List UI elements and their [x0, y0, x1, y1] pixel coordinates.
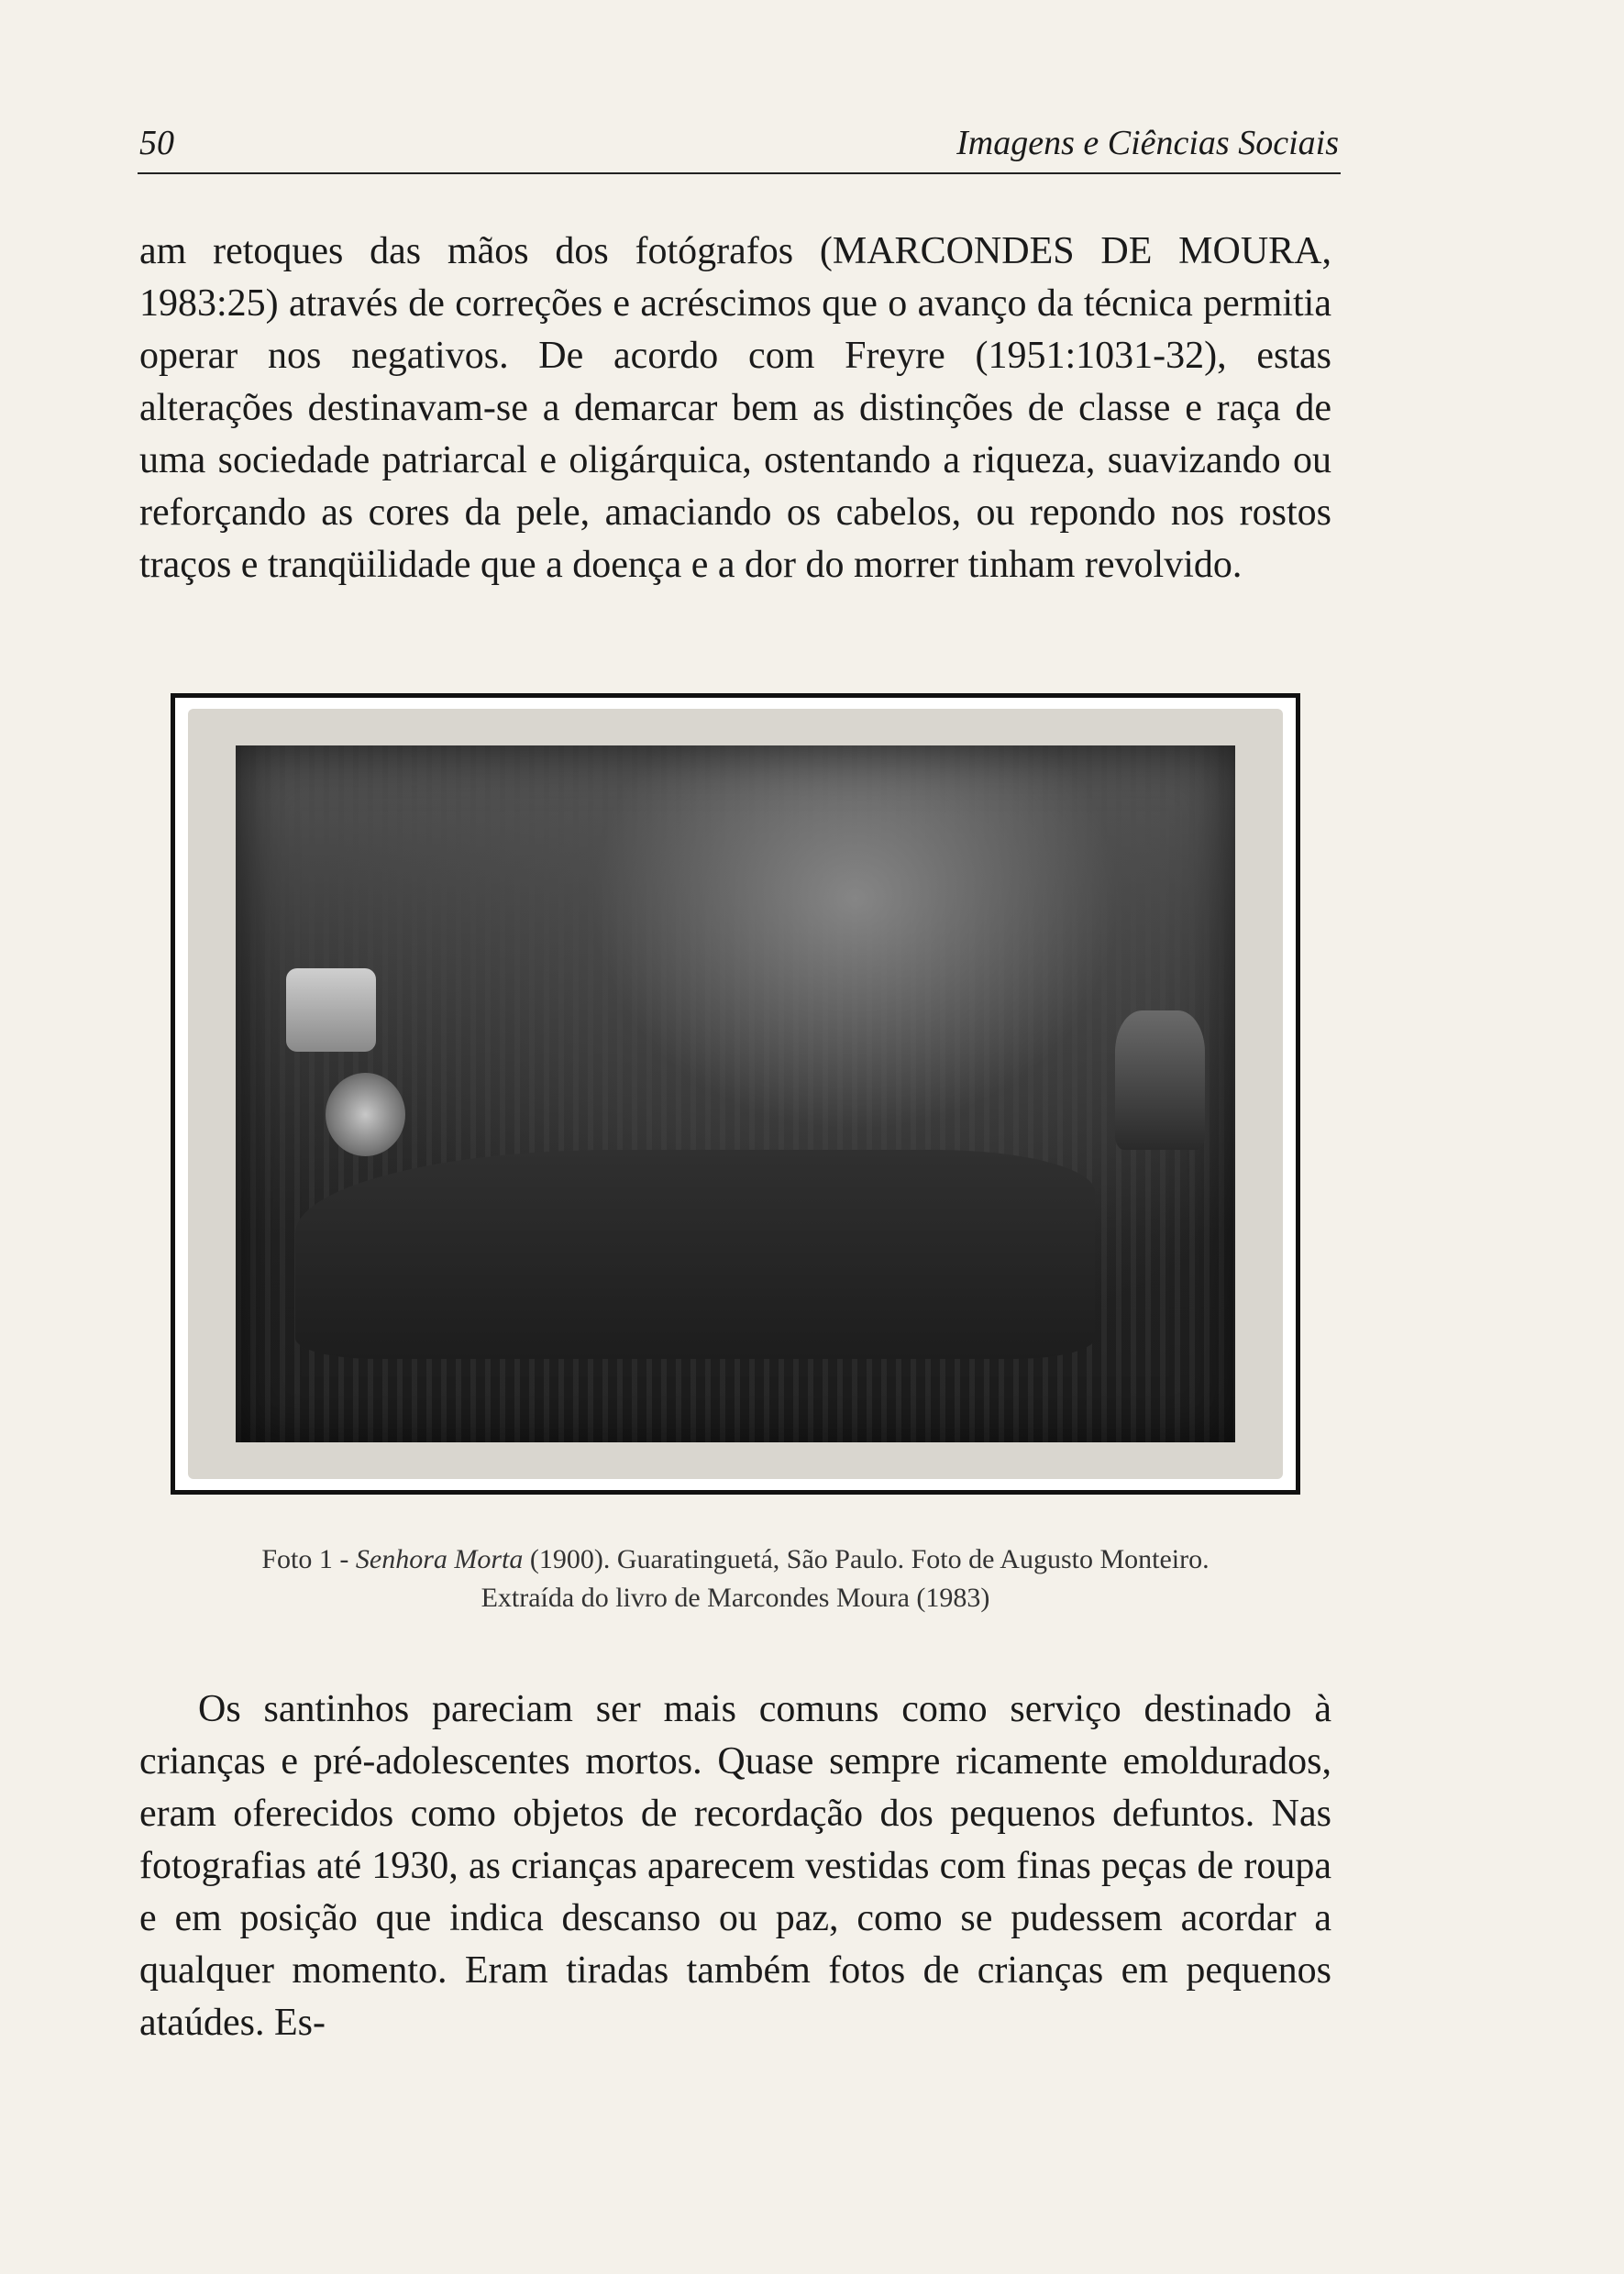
photo-headrest: [286, 968, 376, 1052]
page-number: 50: [139, 124, 174, 162]
running-head: Imagens e Ciências Sociais: [956, 124, 1339, 162]
photo-mat: [188, 709, 1283, 1479]
photo-face: [326, 1073, 405, 1156]
figure-photo: [171, 693, 1300, 1495]
paragraph-1: am retoques das mãos dos fotógrafos (MARCONDES DE MOURA, 1983:25) através de correções e acréscimos que o avanço da técnica permitia operar nos negativos. De acordo com Freyre (1951:1031-32), estas alterações destinavam-se a demarcar bem as distinções de classe e raça de uma sociedade patriarcal e oligárquica, ostentando a riqueza, suavizando ou reforçando as cores da pele, amaciando os cabelos, ou repondo nos rostos traços e tranqüilidade que a doença e a dor do morrer tinham revolvido.: [139, 230, 1331, 586]
caption-title: Senhora Morta: [355, 1544, 524, 1574]
photo-lamp: [1115, 1010, 1205, 1150]
paragraph-2: Os santinhos pareciam ser mais comuns como serviço destinado à crianças e pré-adolescentes mortos. Quase sempre ricamente emoldurados, eram oferecidos como objetos de recordação dos pequenos defuntos. Nas fotografias até 1930, as crianças aparecem vestidas com finas peças de roupa e em posição que indica descanso ou paz, como se pudessem acordar a qualquer momento. Eram tiradas também fotos de crianças em pequenos ataúdes. Es-: [139, 1688, 1331, 2044]
photo-bed: [295, 1150, 1095, 1359]
caption-prefix: Foto 1 -: [261, 1544, 356, 1574]
caption-line-1: [139, 1540, 1331, 1579]
photo-image: [236, 745, 1235, 1442]
caption-line-2: Extraída do livro de Marcondes Moura (1983): [481, 1583, 990, 1613]
caption-rest: (1900). Guaratinguetá, São Paulo. Foto de Augusto Monteiro.: [523, 1544, 1210, 1574]
figure-caption: [139, 1540, 1331, 1617]
page-header: [138, 117, 1341, 174]
